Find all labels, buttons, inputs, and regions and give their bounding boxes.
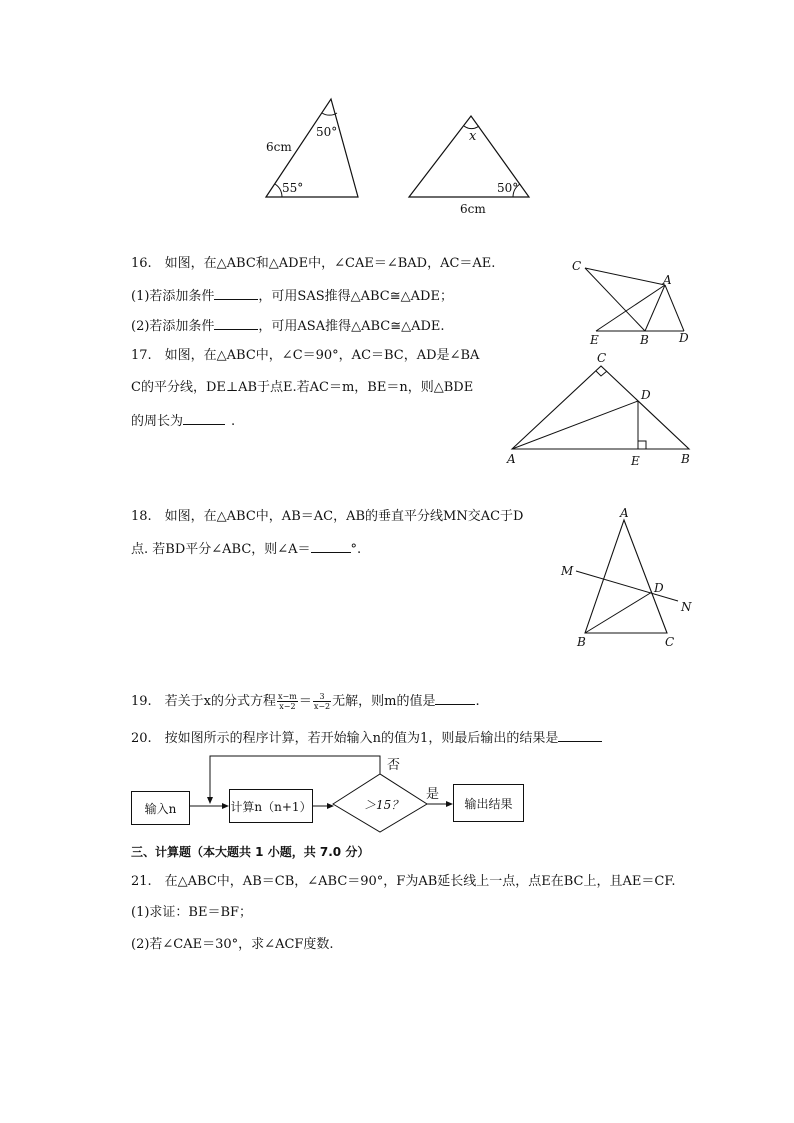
flow-no-label: 否	[387, 758, 401, 773]
left-top-angle-label: 50°	[316, 125, 338, 139]
flow-compute-label: 计算n（n+1）	[230, 799, 312, 814]
q18-line2-pre: 点. 若BD平分∠ABC，则∠A＝	[131, 542, 311, 557]
q17-line1: 17. 如图，在△ABC中，∠C＝90°，AC＝BC，AD是∠BA	[131, 348, 480, 363]
q17-line2: C的平分线，DE⊥AB于点E.若AC＝m，BE＝n，则△BDE	[131, 380, 474, 395]
section-3-heading: 三、计算题（本大题共 1 小题，共 7.0 分）	[131, 845, 370, 859]
q19-equals: ＝	[298, 694, 312, 709]
q19-frac2-den: x−2	[313, 702, 331, 711]
flow-condition-label: ＞15？	[364, 798, 404, 812]
q17-line3-post: .	[231, 414, 236, 429]
q18-label-M: M	[561, 564, 574, 578]
q18-label-A: A	[620, 506, 629, 520]
q16-label-D: D	[679, 331, 689, 345]
q18-line1: 18. 如图，在△ABC中，AB＝AC，AB的垂直平分线MN交AC于D	[131, 509, 524, 524]
flow-input-box	[131, 791, 190, 825]
q19-frac1-den: x−2	[279, 702, 296, 711]
q21-line1: 21. 在△ABC中，AB＝CB，∠ABC＝90°，F为AB延长线上一点，点E在BC上，且AE＝CF.	[131, 874, 676, 889]
q19-frac2-num: 3	[313, 692, 331, 702]
q16-line1: 16. 如图，在△ABC和△ADE中，∠CAE＝∠BAD，AC＝AE.	[131, 256, 496, 271]
q16-label-C: C	[572, 259, 582, 273]
q19-pre: 19. 若关于x的分式方程	[131, 694, 277, 709]
q17-label-A: A	[507, 452, 516, 466]
q16-line3-post: ，可用ASA推得△ABC≅△ADE.	[258, 319, 445, 334]
q20-text: 20. 按如图所示的程序计算，若开始输入n的值为1，则最后输出的结果是	[131, 731, 559, 746]
right-top-angle-label: x	[469, 129, 477, 144]
q17-label-D: D	[641, 388, 651, 402]
left-bottom-angle-label: 55°	[282, 181, 304, 195]
flow-output-box	[453, 784, 524, 822]
q19-frac1-num: x−m	[278, 692, 297, 701]
q19-end: .	[475, 694, 480, 709]
flow-output-label: 输出结果	[464, 796, 513, 811]
q16-line3-pre: (2)若添加条件	[131, 319, 215, 334]
q18-label-D: D	[654, 581, 664, 595]
left-side-label: 6cm	[266, 140, 292, 154]
q16-label-E: E	[590, 333, 599, 347]
q16-line2-post: ，可用SAS推得△ABC≅△ADE；	[258, 289, 453, 304]
q17-label-E: E	[631, 454, 640, 468]
q21-line2: (1)求证：BE＝BF；	[131, 905, 253, 920]
q17-label-C: C	[597, 351, 607, 365]
q16-label-A: A	[663, 273, 672, 287]
right-bottom-angle-label: 50°	[497, 181, 519, 195]
q17-label-B: B	[681, 452, 690, 466]
q21-line3: (2)若∠CAE＝30°，求∠ACF度数.	[131, 937, 334, 952]
right-base-label: 6cm	[460, 202, 486, 216]
q18-line2-post: °.	[350, 542, 362, 557]
q19-post: 无解，则m的值是	[332, 694, 436, 709]
flow-input-label: 输入n	[144, 801, 177, 816]
q16-label-B: B	[640, 333, 649, 347]
flow-yes-label: 是	[426, 787, 440, 802]
q18-label-C: C	[665, 635, 675, 649]
q18-label-B: B	[577, 635, 586, 649]
q18-label-N: N	[681, 600, 692, 614]
q16-line2-pre: (1)若添加条件	[131, 289, 215, 304]
flow-compute-box	[229, 789, 313, 823]
q17-line3-pre: 的周长为	[131, 414, 184, 429]
